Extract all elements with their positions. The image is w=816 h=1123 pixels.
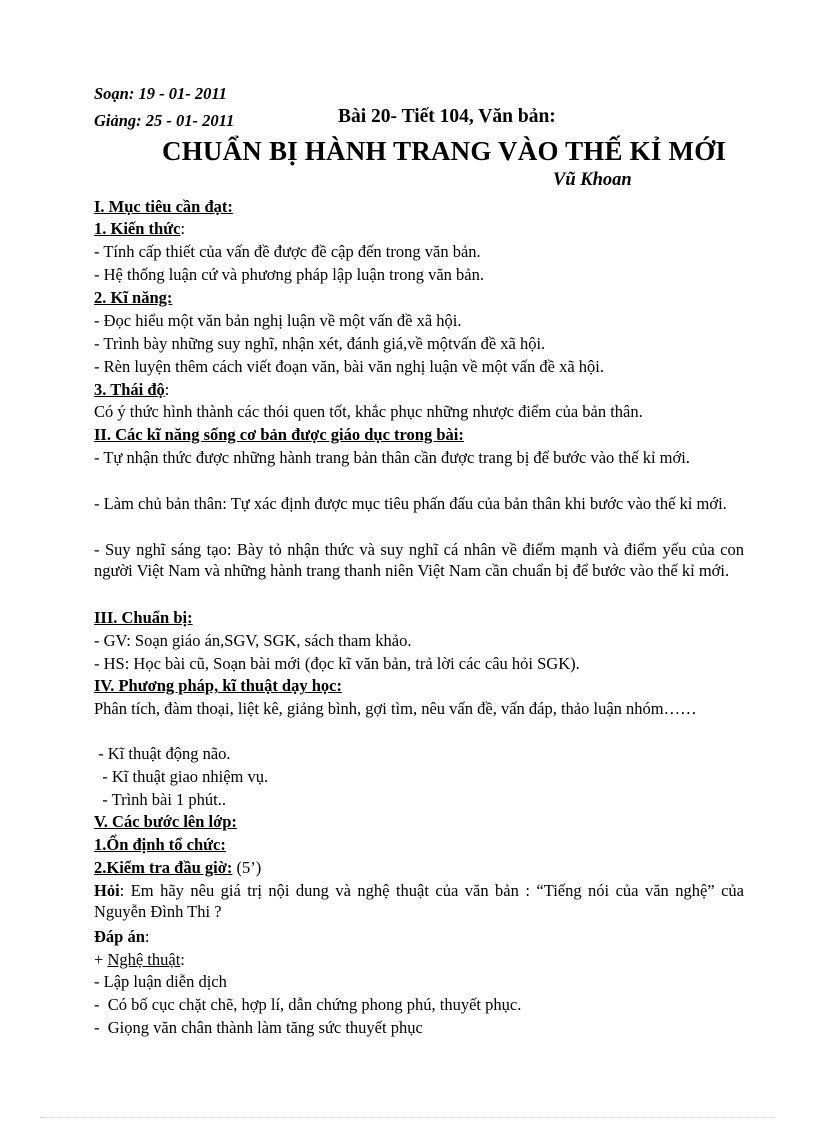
knowledge-colon: : <box>180 219 186 238</box>
attitude-colon: : <box>164 380 170 399</box>
giang-date: Giảng: 25 - 01- 2011 <box>94 111 235 130</box>
page-title: CHUẨN BỊ HÀNH TRANG VÀO THẾ KỈ MỚI <box>162 136 727 166</box>
art-item: - Có bố cục chặt chẽ, hợp lí, dẫn chứng phong phú, thuyết phục. <box>94 995 522 1014</box>
answer-heading <box>94 926 744 947</box>
author-name: Vũ Khoan <box>553 170 632 190</box>
skills-heading: 2. Kĩ năng: <box>94 288 173 307</box>
step-1-heading: 1.Ổn định tổ chức: <box>94 835 226 854</box>
knowledge-item: - Tính cấp thiết của vấn đề được đề cập đến trong văn bản. <box>94 242 481 261</box>
attitude-label: 3. Thái độ <box>94 380 165 399</box>
section-5-heading: V. Các bước lên lớp: <box>94 812 237 831</box>
section-4-heading: IV. Phương pháp, kĩ thuật dạy học: <box>94 676 342 695</box>
question-paragraph <box>94 880 744 922</box>
answer-label: Đáp án <box>94 927 145 946</box>
art-item: - Lập luận diễn dịch <box>94 972 227 991</box>
attitude-heading <box>94 379 744 400</box>
page-bottom-divider <box>40 1117 776 1118</box>
teacher-prep: - GV: Soạn giáo án,SGV, SGK, sách tham khảo. <box>94 631 412 650</box>
step-2-label: 2.Kiểm tra đầu giờ: <box>94 858 233 877</box>
skills-item: - Rèn luyện thêm cách viết đoạn văn, bài văn nghị luận về một vấn đề xã hội. <box>94 357 604 376</box>
knowledge-label: 1. Kiến thức <box>94 219 181 238</box>
section-1-heading: I. Mục tiêu cần đạt: <box>94 197 233 216</box>
art-label: Nghệ thuật <box>107 950 181 969</box>
step-2-time: (5’) <box>232 858 262 877</box>
question-label: Hỏi <box>94 881 120 900</box>
skills-item: - Trình bày những suy nghĩ, nhận xét, đánh giá,về mộtvấn đề xã hội. <box>94 334 546 353</box>
section-2-heading: II. Các kĩ năng sống cơ bản được giáo dục trong bài: <box>94 425 464 444</box>
art-heading <box>94 949 744 970</box>
technique-item: - Kĩ thuật động não. <box>94 744 231 763</box>
methods-paragraph: Phân tích, đàm thoại, liệt kê, giảng bình, gợi tìm, nêu vấn đề, vấn đáp, thảo luận nhóm…… <box>94 699 697 718</box>
skills-item: - Đọc hiểu một văn bản nghị luận về một vấn đề xã hội. <box>94 311 462 330</box>
knowledge-item: - Hệ thống luận cứ và phương pháp lập luận trong văn bản. <box>94 265 484 284</box>
art-item: - Giọng văn chân thành làm tăng sức thuyết phục <box>94 1018 423 1037</box>
life-skill-paragraph: - Làm chủ bản thân: Tự xác định được mục tiêu phấn đấu của bản thân khi bước vào thế kỉ mới. <box>94 494 727 513</box>
art-colon: : <box>180 950 185 969</box>
lesson-heading: Bài 20- Tiết 104, Văn bản: <box>338 106 556 127</box>
plus-mark: + <box>94 950 108 969</box>
life-skill-paragraph: - Tự nhận thức được những hành trang bản thân cần được trang bị để bước vào thế kỉ mới. <box>94 448 690 467</box>
answer-colon: : <box>144 927 150 946</box>
technique-item: - Trình bài 1 phút.. <box>94 790 227 809</box>
section-3-heading: III. Chuẩn bị: <box>94 608 193 627</box>
question-text: : Em hãy nêu giá trị nội dung và nghệ thuật của văn bản : “Tiếng nói của văn nghệ” của Nguyễn Đình Thi ? <box>94 881 744 921</box>
step-2-heading <box>94 857 744 878</box>
soan-date: Soạn: 19 - 01- 2011 <box>94 84 227 103</box>
student-prep: - HS: Học bài cũ, Soạn bài mới (đọc kĩ văn bản, trả lời các câu hỏi SGK). <box>94 654 580 673</box>
technique-item: - Kĩ thuật giao nhiệm vụ. <box>94 767 269 786</box>
attitude-text: Có ý thức hình thành các thói quen tốt, khắc phục những nhược điểm của bản thân. <box>94 402 643 421</box>
knowledge-heading <box>94 218 744 239</box>
life-skill-paragraph: - Suy nghĩ sáng tạo: Bày tỏ nhận thức và suy nghĩ cá nhân về điểm mạnh và điểm yếu của con người Việt Nam và những hành trang thanh niên Việt Nam cần chuẩn bị để bước vào thế kỉ mới. <box>94 540 744 580</box>
